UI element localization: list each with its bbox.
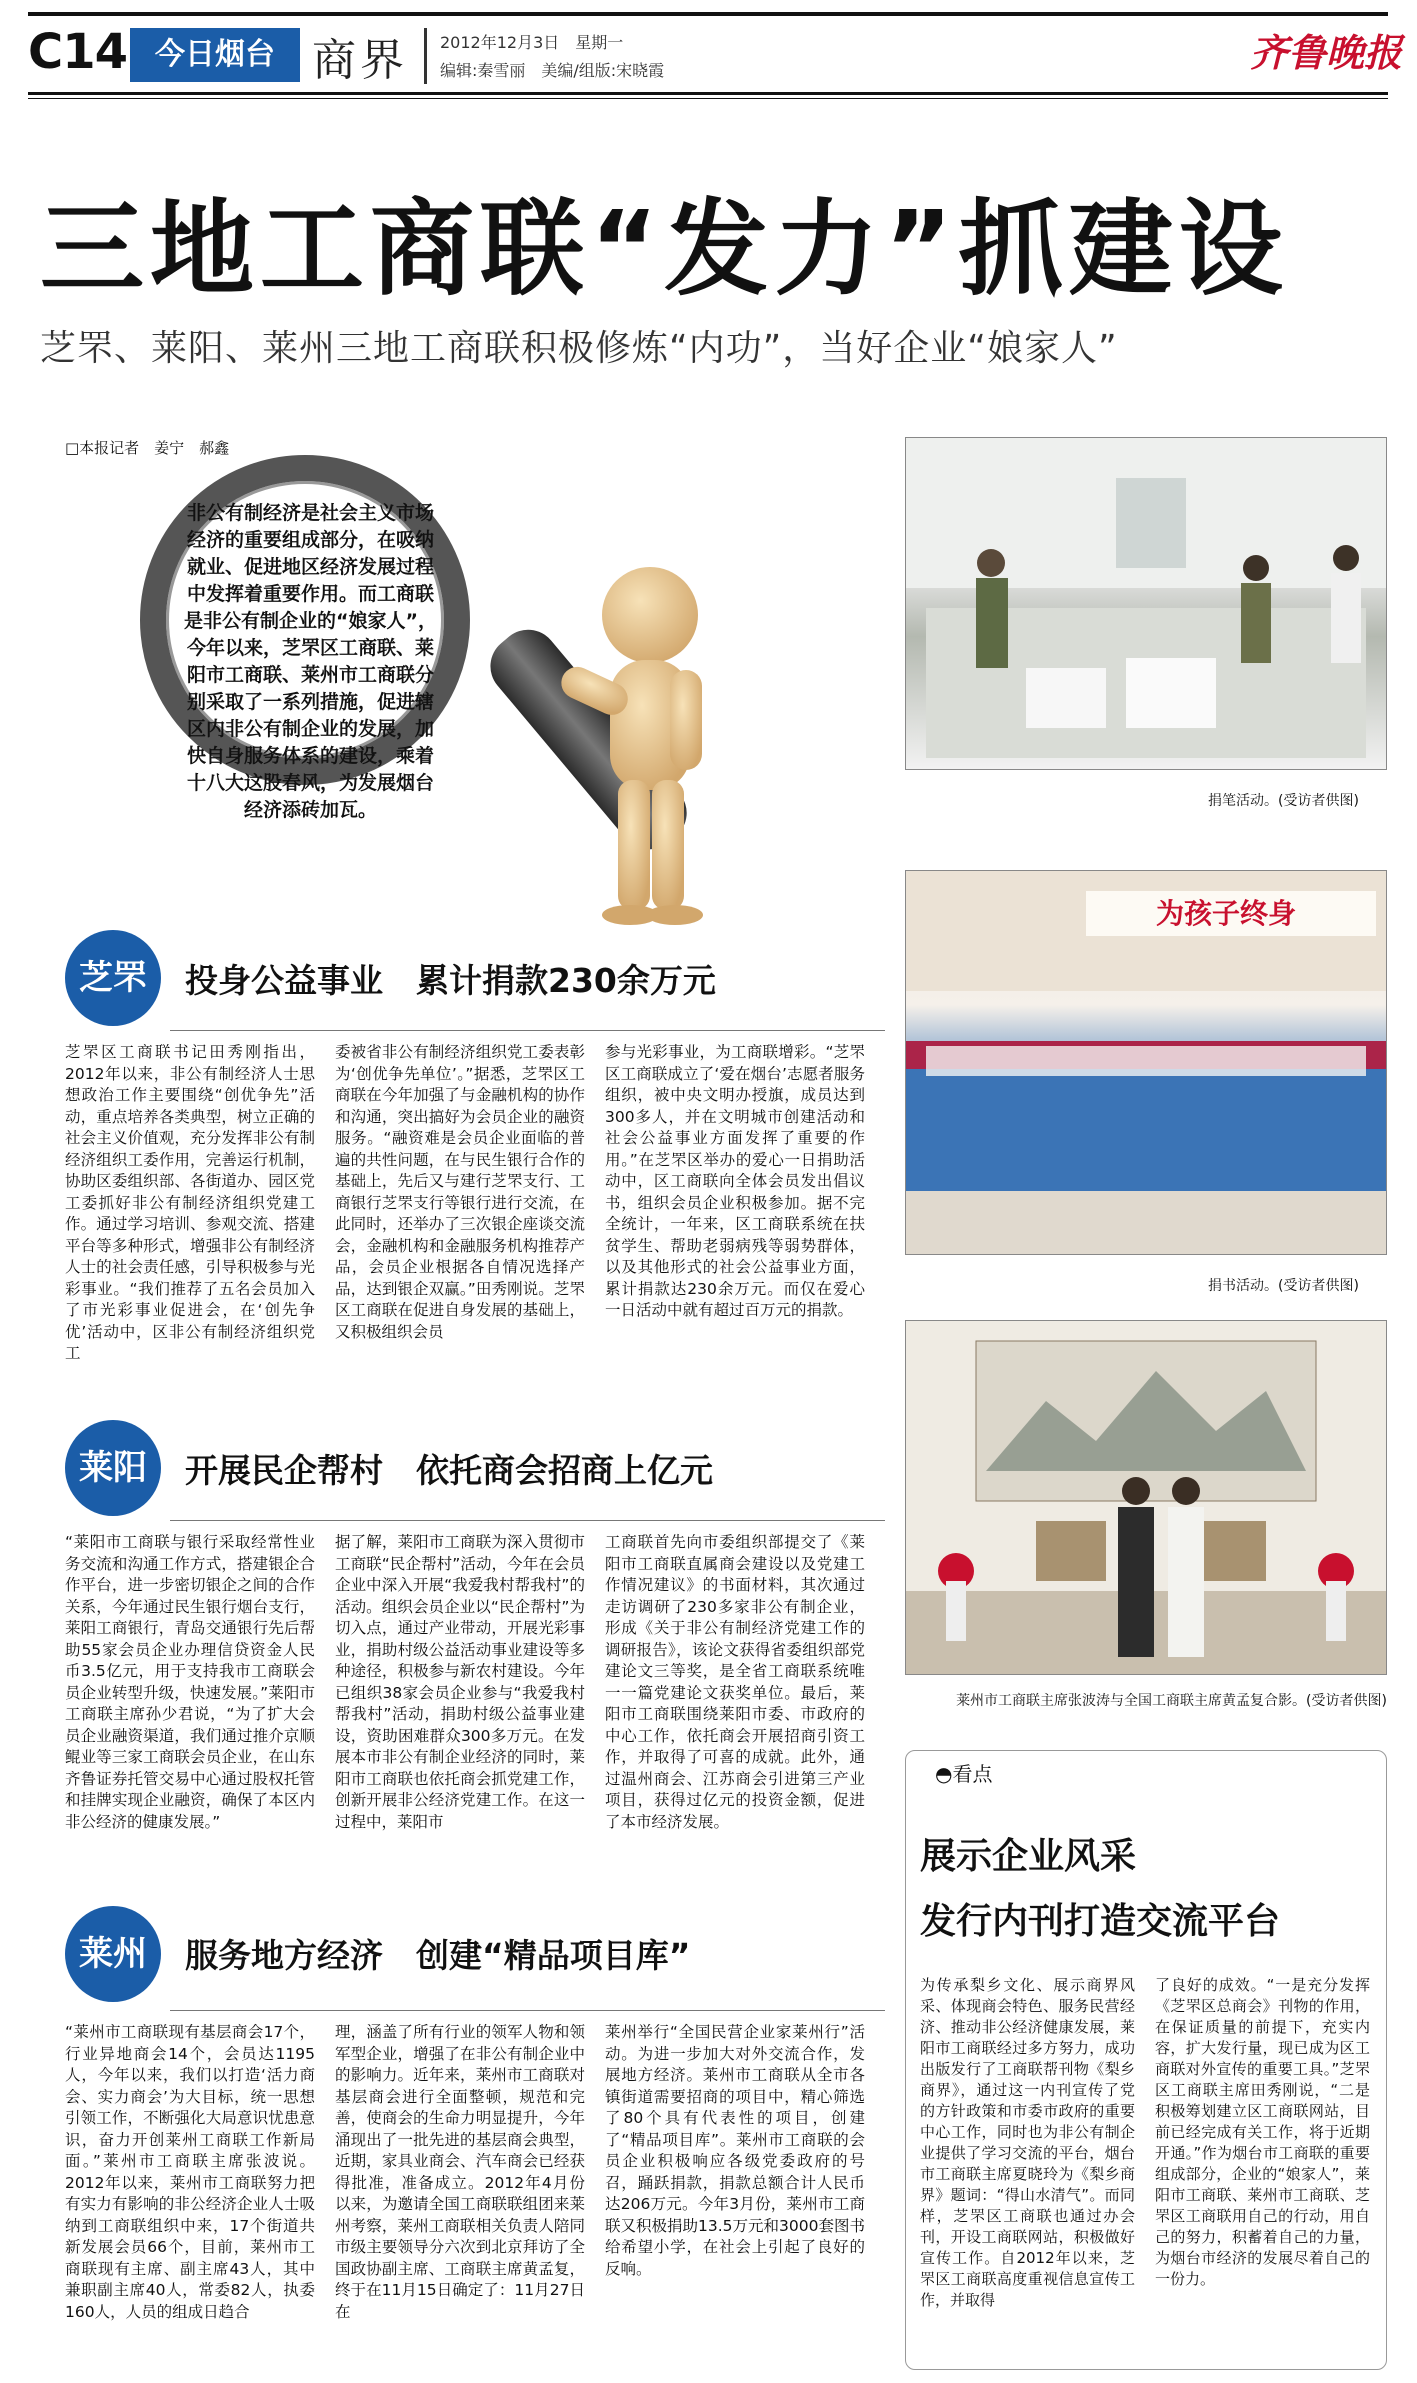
sidebar-title-2: 发行内刊打造交流平台 — [920, 1901, 1281, 1942]
sidebar-title-1: 展示企业风采 — [920, 1836, 1137, 1877]
sidebar-tag — [935, 1758, 992, 1787]
banner-text: 为孩子终身 — [1155, 897, 1297, 930]
section-badge-laizhou: 莱州 — [65, 1906, 161, 2002]
header-top-rule — [28, 12, 1388, 16]
photo-donation-books — [905, 870, 1387, 1255]
section-rule — [170, 2010, 885, 2011]
zhifu-column-2: 委被省非公有制经济组织党工委表彰为‘创优争先单位’。”据悉，芝罘区工商联在今年加强了与金融机构的协作和沟通，突出搞好为会员企业的融资服务。“融资难是会员企业面临的普遍的共性问题，在与民生银行合作的基础上，先后又与建行芝罘支行、工商银行芝罘支行等银行进行交流，在此同时，还举办了三次银企座谈交流会，金融机构和金融服务机构推荐产品，会员企业根据各自情况选择产品，达到银企双赢。”田秀刚说。芝罘区工商联在促进自身发展的基础上，又积极组织会员 — [335, 1043, 585, 1341]
eye-icon: ◓ — [935, 1762, 953, 1786]
section-label: 今日烟台 — [130, 28, 300, 82]
byline: □本报记者 姜宁 郝鑫 — [65, 439, 230, 457]
article-title: 三地工商联“发力”抓建设 — [40, 188, 1289, 310]
photo-caption-3: 莱州市工商联主席张波涛与全国工商联主席黄孟复合影。(受访者供图) — [956, 1693, 1387, 1709]
section-rule — [170, 1030, 885, 1031]
section-heading-zhifu: 投身公益事业 累计捐款230余万元 — [185, 961, 716, 1000]
newspaper-masthead: 齐鲁晚报 — [1250, 30, 1403, 75]
sidebar-tag-label: 看点 — [952, 1762, 993, 1786]
section-heading-laizhou: 服务地方经济 创建“精品项目库” — [185, 1936, 691, 1975]
laizhou-column-3: 莱州举行“全国民营企业家莱州行”活动。为进一步加大对外交流合作，发展地方经济。莱州市工商联从全市各镇街道需要招商的项目中，精心筛选了80个具有代表性的项目，创建了“精品项目库”。莱州市工商联的会员企业积极响应各级党委政府的号召，踊跃捐款，捐款总额合计人民币达206万元。今年3月份，莱州市工商联又积极捐助13.5万元和3000套图书给希望小学，在社会上引起了良好的反响。 — [605, 2023, 865, 2278]
editor-credits: 编辑:秦雪丽 美编/组版:宋晓霞 — [440, 61, 665, 80]
photo-group-portrait — [905, 1320, 1387, 1675]
header-bottom-rule-thin — [28, 98, 1388, 99]
sidebar-column-2: 了良好的成效。“一是充分发挥《芝罘区总商会》刊物的作用，在保证质量的前提下，充实内容，扩大发行量，现已成为区工商联对外宣传的重要工具。”芝罘区工商联主席田秀刚说，“二是积极筹划建立区工商联网站，目前已经完成有关工作，将于近期开通。”作为烟台市工商联的重要组成部分，企业的“娘家人”，莱阳市工商联、莱州市工商联、芝罘区工商联用自己的行动，用自己的努力，积蓄着自己的力量，为烟台市经济的发展尽着自己的一份力。 — [1155, 1976, 1370, 2288]
page-number: C14 — [28, 24, 128, 80]
zhifu-column-1: 芝罘区工商联书记田秀刚指出，2012年以来，非公有制经济人士思想政治工作主要围绕“创优争先”活动，重点培养各类典型，树立正确的社会主义价值观，充分发挥非公有制经济组织工委作用，完善运行机制，协助区委组织部、各街道办、园区党工委抓好非公有制经济组织党建工作。通过学习培训、参观交流、搭建平台等多种形式，增强非公有制经济人士的社会责任感，引导积极参与光彩事业。“我们推荐了五名会员加入了市光彩事业促进会，在‘创先争优’活动中，区非公有制经济组织党工 — [65, 1043, 315, 1362]
section-badge-zhifu: 芝罘 — [65, 930, 161, 1026]
zhifu-column-3: 参与光彩事业，为工商联增彩。“芝罘区工商联成立了‘爱在烟台’志愿者服务组织，被中央文明办授旗，成员达到300多人，并在文明城市创建活动和社会公益事业方面发挥了重要的作用。”在芝罘区举办的爱心一日捐助活动中，区工商联向全体会员发出倡议书，组织会员企业积极参加。据不完全统计，一年来，区工商联系统在扶贫学生、帮助老弱病残等弱势群体，以及其他形式的社会公益事业方面，累计捐款达230余万元。而仅在爱心一日活动中就有超过百万元的捐款。 — [605, 1043, 865, 1319]
laiyang-column-1: “莱阳市工商联与银行采取经常性业务交流和沟通工作方式，搭建银企合作平台，进一步密切银企之间的合作关系，今年通过民生银行烟台支行，莱阳工商银行，青岛交通银行先后帮助55家会员企业办理信贷资金人民币3.5亿元，用于支持我市工商联会员企业转型升级，快速发展。”莱阳市工商联主席孙少君说，“为了扩大会员企业融资渠道，我们通过推介京顺鲲业等三家工商联会员企业，在山东齐鲁证券托管交易中心通过股权托管和挂牌实现企业融资，确保了本区内非公经济的健康发展。” — [65, 1533, 315, 1831]
section-badge-laiyang: 莱阳 — [65, 1420, 161, 1516]
section-heading-laiyang: 开展民企帮村 依托商会招商上亿元 — [185, 1451, 713, 1490]
category-label: 商界 — [312, 35, 408, 86]
laizhou-column-1: “莱州市工商联现有基层商会17个，行业异地商会14个，会员达1195人，今年以来，我们以打造‘活力商会、实力商会’为大目标，统一思想引领工作，不断强化大局意识忧患意识，奋力开创莱州工商联工作新局面。”莱州市工商联主席张波说。2012年以来，莱州市工商联努力把有实力有影响的非公经济企业人士吸纳到工商联组织中来，17个街道共新发展会员66个，目前，莱州市工商联现有主席、副主席43人，其中兼职副主席40人，常委82人，执委160人，人员的组成日趋合 — [65, 2023, 315, 2321]
article-subtitle: 芝罘、莱阳、莱州三地工商联积极修炼“内功”，当好企业“娘家人” — [40, 328, 1118, 369]
laiyang-column-2: 据了解，莱阳市工商联为深入贯彻市工商联“民企帮村”活动，今年在会员企业中深入开展“我爱我村帮我村”的活动。组织会员企业以“民企帮村”为切入点，通过产业带动，开展光彩事业，捐助村级公益活动事业建设等多种途径，积极参与新农村建设。今年已组织38家会员企业参与“我爱我村帮我村”活动，捐助村级公益事业建设，资助困难群众300多万元。在发展本市非公有制企业经济的同时，莱阳市工商联也依托商会抓党建工作，创新开展非公经济党建工作。在这一过程中，莱阳市 — [335, 1533, 585, 1831]
figure-illustration — [540, 560, 730, 930]
header-separator — [424, 28, 427, 84]
photo-donation-pens — [905, 437, 1387, 770]
issue-date: 2012年12月3日 星期一 — [440, 33, 624, 52]
photo-caption-1: 捐笔活动。(受访者供图) — [1208, 793, 1359, 809]
laiyang-column-3: 工商联首先向市委组织部提交了《莱阳市工商联直属商会建设以及党建工作情况建议》的书面材料，其次通过走访调研了230多家非公有制企业，形成《关于非公有制经济党建工作的调研报告》，该论文获得省委组织部党建论文三等奖，是全省工商联系统唯一一篇党建论文获奖单位。最后，莱阳市工商联围绕莱阳市委、市政府的中心工作，依托商会开展招商引资工作，并取得了可喜的成就。此外，通过温州商会、江苏商会引进第三产业项目，获得过亿元的投资金额，促进了本市经济发展。 — [605, 1533, 865, 1831]
sidebar-column-1: 为传承梨乡文化、展示商界风采、体现商会特色、服务民营经济、推动非公经济健康发展，莱阳市工商联经过多方努力，成功出版发行了工商联帮刊物《梨乡商界》，通过这一内刊宣传了党的方针政策和市委市政府的重要中心工作，同时也为非公有制企业提供了学习交流的平台，烟台市工商联主席夏晓玲为《梨乡商界》题词：“得山水清气”。而同样，芝罘区工商联也通过办会刊，开设工商联网站，积极做好宣传工作。自2012年以来，芝罘区工商联高度重视信息宣传工作，并取得 — [920, 1976, 1135, 2309]
section-rule — [170, 1520, 885, 1521]
laizhou-column-2: 理，涵盖了所有行业的领军人物和领军型企业，增强了在非公有制企业中的影响力。近年来，莱州市工商联对基层商会进行全面整顿，规范和完善，使商会的生命力明显提升，今年涌现出了一批先进的基层商会典型，近期，家具业商会、汽车商会已经获得批准，准备成立。2012年4月份以来，为邀请全国工商联联组团来莱州考察，莱州工商联相关负责人陪同市级主要领导分六次到北京拜访了全国政协副主席、工商联主席黄孟复，终于在11月15日确定了：11月27日在 — [335, 2023, 585, 2321]
header-bottom-rule — [28, 92, 1388, 95]
photo-caption-2: 捐书活动。(受访者供图) — [1208, 1278, 1359, 1294]
lead-paragraph: 非公有制经济是社会主义市场经济的重要组成部分，在吸纳就业、促进地区经济发展过程中发挥着重要作用。而工商联是非公有制企业的“娘家人”，今年以来，芝罘区工商联、莱阳市工商联、莱州市工商联分别采取了一系列措施，促进辖区内非公有制企业的发展，加快自身服务体系的建设，乘着十八大这股春风，为发展烟台经济添砖加瓦。 — [184, 502, 437, 821]
